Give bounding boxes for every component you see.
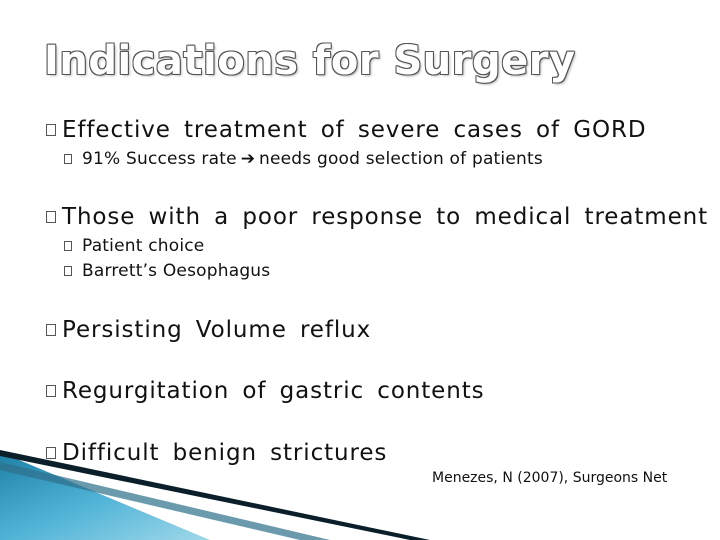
sub-bullet-text: needs good selection of patients bbox=[259, 149, 543, 169]
arrow-right-icon: ➔ bbox=[240, 149, 256, 169]
bullet-box-icon bbox=[64, 241, 72, 251]
sub-bullet-item bbox=[64, 149, 543, 169]
slide-title: Indications for Surgery bbox=[44, 38, 576, 84]
citation: Menezes, N (2007), Surgeons Net bbox=[432, 470, 668, 486]
bullet-text: Persisting Volume reflux bbox=[62, 317, 372, 343]
bullet-box-icon bbox=[64, 266, 72, 276]
decorative-swoosh bbox=[0, 440, 440, 540]
sub-bullet-item bbox=[64, 261, 270, 281]
bullet-item bbox=[46, 204, 708, 230]
bullet-item bbox=[46, 117, 646, 143]
sub-bullet-item bbox=[64, 236, 204, 256]
bullet-box-icon bbox=[46, 211, 56, 223]
swoosh-teal-shape bbox=[0, 452, 210, 540]
bullet-text: Difficult benign strictures bbox=[62, 440, 388, 466]
bullet-item bbox=[46, 317, 371, 343]
bullet-text: Effective treatment of severe cases of GORD bbox=[62, 117, 647, 143]
bullet-box-icon bbox=[46, 124, 56, 136]
sub-bullet-text: 91% Success rate bbox=[82, 149, 237, 169]
sub-bullet-text: Patient choice bbox=[82, 236, 205, 256]
bullet-item bbox=[46, 378, 485, 404]
bullet-box-icon bbox=[64, 154, 72, 164]
bullet-box-icon bbox=[46, 385, 56, 397]
bullet-text: Those with a poor response to medical treatment bbox=[62, 204, 709, 230]
sub-bullet-text: Barrett’s Oesophagus bbox=[82, 261, 271, 281]
bullet-box-icon bbox=[46, 324, 56, 336]
bullet-text: Regurgitation of gastric contents bbox=[62, 378, 485, 404]
